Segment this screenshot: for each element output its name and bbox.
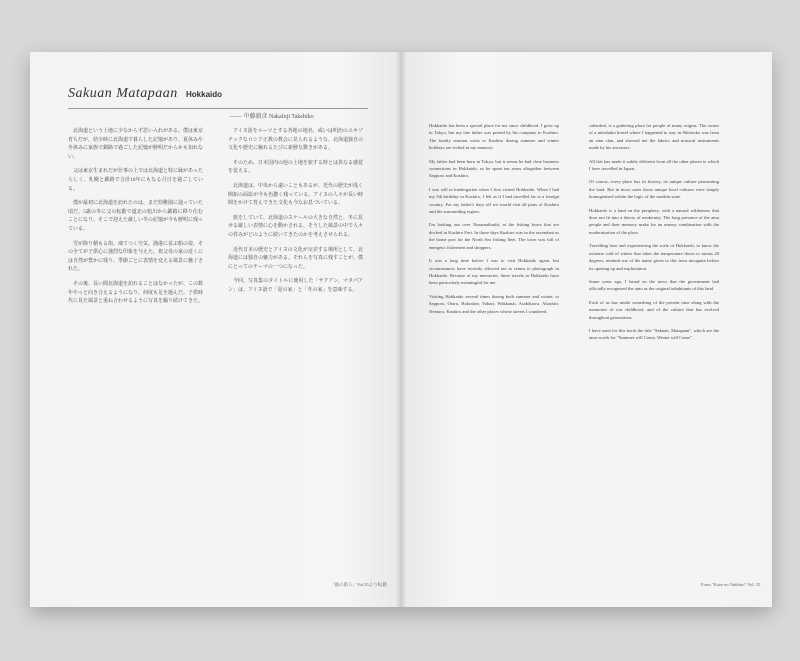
paragraph: 北海道は、中央から遠いこともあるが、近代の歴史が浅く開拓の面影が今も色濃く残っている。アイヌの人々が長い時間をかけて育んできた文化も今なお息づいている。: [228, 183, 364, 207]
paragraph: I have used for this book the title "Sakuan, Matapaan", which are the ainu words for "Summer will Come, Winter will Come".: [589, 327, 719, 341]
paragraph: cathedral, is a gathering place for people of many origins. The owner of a minshuku hostel where I happened to stay in Shiretoko was from an ainu clan, and showed me the fabrics and musical instruments made by his ancestors.: [589, 123, 719, 151]
left-page: [30, 52, 401, 607]
paragraph: アイヌ語をルーツとする各地の地名、或いは明治のエキゾチックなロシア正教の教会に見られるような、北海道独自の文化や歴史に触れるたびに新鮮な驚きがある。: [228, 129, 363, 152]
english-column-2: [589, 122, 719, 348]
book-title: Sakuan Matapaan: [68, 86, 178, 101]
header-rule: [68, 108, 368, 109]
paragraph: 今回、写真集のタイトルに使用した「サクアン、マタパアン」は、アイヌ語で「夏の家」と「冬の家」を意味する。: [228, 279, 363, 293]
paragraph: そのため、日本国内の他の土地を旅する時とは異なる感覚を覚える。: [228, 160, 363, 175]
book-gutter: [396, 52, 406, 607]
paragraph: 近代日本の歴史とアイヌの文化が交差する場所として、北海道には独自の魅力がある。それらを写真に残すことが、僕にとってのテーマの一つになった。: [228, 247, 364, 270]
paragraph: Travelling here and experiencing the scale of Hokkaido, to know the extreme cold of winter that takes the temperature down to minus 20 degrees, reminds me of the name given to this terra incognita before its opening up and exploitation.: [589, 243, 719, 271]
japanese-column-2: [228, 128, 363, 302]
english-column-1: [429, 122, 559, 321]
paragraph: I'm looking out over Nusamaibashi, at the fishing boats that are docked in Kushiro Port. In those days Kushiro was in the ascendant as the home port for the North Sea fishing fleet. The town was full of energetic fishermen and shoppers.: [429, 222, 559, 250]
paragraph: 父は東京生まれだが仕事の上では北海道と特に縁があったらしく、札幌と釧路で合計10年にもなる月日を過ごしている。: [68, 169, 203, 192]
paragraph: Some years ago, I heard on the news that the government had officially recognised the ainu as the original inhabitants of this land.: [589, 278, 719, 292]
paragraph: It was a long time before I was to visit Hokkaido again, but circumstances have recently allowed me to return to photograph in Hokkaido. Because of my memories, these travels in Hokkaido have been particularly meaningful for me.: [429, 258, 559, 286]
region-tag: Hokkaido: [186, 90, 223, 99]
paragraph: All this has made it subtly different from all the other places to which I have travelled in Japan.: [589, 158, 719, 172]
paragraph: 旅をしていて、北海道のスケールの大きな自然と、冬に見せる厳しい表情に心を動かされる。そうした風景の中で人々の営みがどのように続いてきたのかを考えさせられる。: [228, 215, 364, 238]
paragraph: その後、長い間北海道を訪れることはなかったが、この数年やっと向き合えるようになり、何度も足を運んだ。子供時代に見た風景と重ね合わせるように写真を撮り続けてきた。: [68, 281, 204, 305]
right-page: [401, 52, 772, 607]
paragraph: 雪が降り積もる街、凍てつく空気、漁港に並ぶ船の姿、その全てが子供心に強烈な印象を与えた。祖父母の家の近くには自然が豊かに残り、季節ごとに表情を変える風景に魅了された。: [68, 241, 204, 273]
japanese-footnote: 「風の旅人」Vol.35より転載: [330, 582, 387, 587]
paragraph: Hokkaido has been a special place for me since childhood. I grew up in Tokyo, but my late father was posted by his company to Kushiro. The family reunion visits to Kushiro during summer and winter holidays are etched in my memory.: [429, 123, 559, 151]
paragraph: 僕が最初に北海道を訪れたのは、まだ幼稚園に通っていた頃だ。5歳の冬に父の転勤で道北の旭川から釧路に移り住むことになり、そこで迎えた厳しい冬の記憶が今も鮮明に残っている。: [68, 201, 204, 232]
author-line: —— 中藤毅彦 Nakafuji Takehiko: [230, 114, 314, 120]
paragraph: 北海道という土地に少なからず思い入れがある。僕は東京育ちだが、幼少時に北海道で暮らした記憶があり、夏休みや冬休みに家族で釧路で過ごした記憶が鮮明だからかも知れない。: [68, 129, 204, 160]
paragraph: Each of us has inside something of the present time along with the memories of our childhood, and of the culture that has evolved throughout generations.: [589, 299, 719, 320]
paragraph: My father had been born in Tokyo, but it seems he had close business connections in Hokkaido, so he spent ten years altogether between Sapporo and Kushiro.: [429, 158, 559, 179]
source-credit: From "Kaze no Tabibito" Vol. 35: [701, 582, 761, 587]
paragraph: Hokkaido is a land on the periphery, with a natural wilderness that does not fit into a theory of modernity. The long presence of the ainu people and their memory make for an uneasy combination with the modernisation of the place.: [589, 207, 719, 235]
paragraph: I was still in kindergarten when I first visited Hokkaido. When I had my 5th birthday in Kushiro, I felt as if I had travelled far to a foreign country. For my father's days off we would visit all parts of Kushiro and the surrounding region.: [429, 186, 559, 215]
book-spread: [30, 52, 772, 607]
paragraph: Visiting Hokkaido several times during both summer and winter, to Sapporo, Otaru, Hakodate, Yubari, Wakkanai, Asahikawa, Abashiri, Nemuro, Kushiro and the other places whose streets I wandered.: [429, 293, 559, 314]
paragraph: Of course, every place has its history, its unique culture permeating the land. But in most cases those unique local cultures were simply homogenised within the logic of the modern state.: [589, 179, 719, 200]
page-header: [68, 86, 368, 106]
japanese-column-1: [68, 128, 203, 313]
